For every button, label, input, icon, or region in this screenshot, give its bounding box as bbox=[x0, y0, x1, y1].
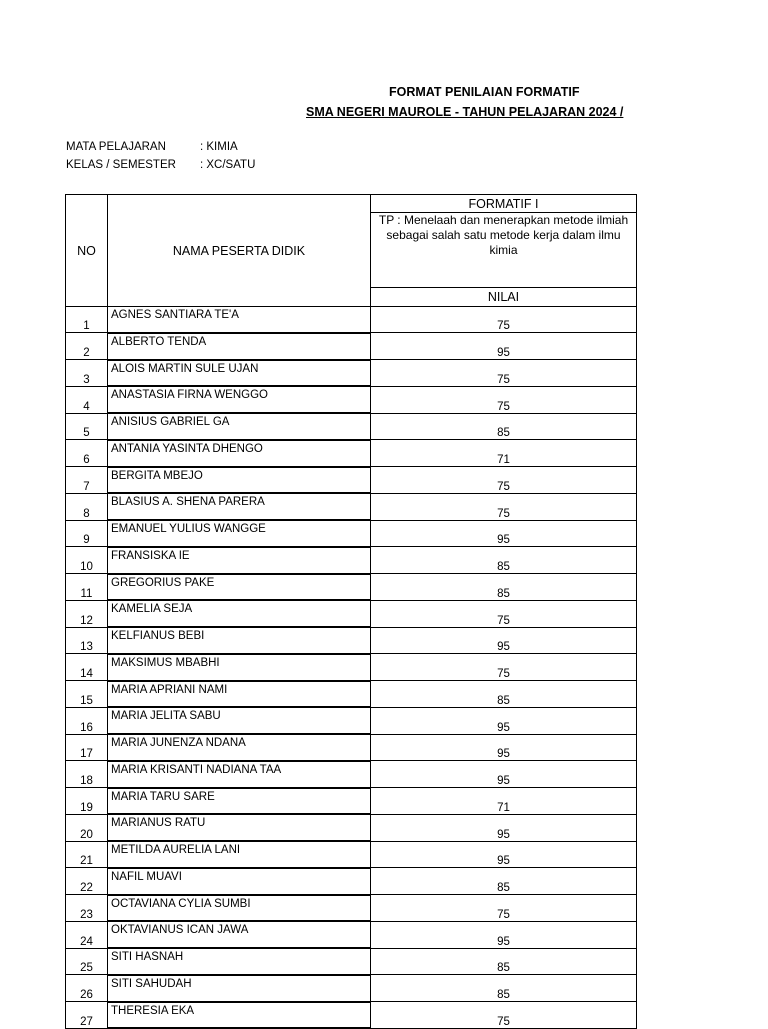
table-row bbox=[66, 734, 637, 761]
row-nama: OCTAVIANA CYLIA SUMBI bbox=[108, 895, 371, 922]
row-nama: MARIA TARU SARE bbox=[108, 788, 371, 815]
row-nilai: 75 bbox=[371, 386, 637, 413]
table-row bbox=[66, 333, 637, 360]
document-subtitle: SMA NEGERI MAUROLE - TAHUN PELAJARAN 2024 / bbox=[306, 105, 624, 119]
table-row bbox=[66, 868, 637, 895]
row-nama: ALOIS MARTIN SULE UJAN bbox=[108, 360, 371, 387]
row-nilai: 85 bbox=[371, 413, 637, 440]
table-row bbox=[66, 948, 637, 975]
row-no: 26 bbox=[66, 975, 108, 1002]
table-row bbox=[66, 493, 637, 520]
table-row bbox=[66, 761, 637, 788]
document-subtitle-wrap bbox=[306, 103, 636, 121]
row-nilai: 95 bbox=[371, 734, 637, 761]
row-nama: MARIANUS RATU bbox=[108, 814, 371, 841]
table-row bbox=[66, 654, 637, 681]
row-nilai: 75 bbox=[371, 1002, 637, 1029]
row-nama: ANTANIA YASINTA DHENGO bbox=[108, 440, 371, 467]
row-no: 8 bbox=[66, 493, 108, 520]
table-row bbox=[66, 413, 637, 440]
row-nama: BERGITA MBEJO bbox=[108, 467, 371, 494]
row-no: 17 bbox=[66, 734, 108, 761]
row-nama: METILDA AURELIA LANI bbox=[108, 841, 371, 868]
table-row bbox=[66, 574, 637, 601]
row-nama: ANASTASIA FIRNA WENGGO bbox=[108, 386, 371, 413]
row-nama: THERESIA EKA bbox=[108, 1002, 371, 1029]
row-nama: FRANSISKA IE bbox=[108, 547, 371, 574]
row-nilai: 75 bbox=[371, 360, 637, 387]
row-nama: AGNES SANTIARA TE'A bbox=[108, 307, 371, 333]
table-row bbox=[66, 307, 637, 333]
header-nama: NAMA PESERTA DIDIK bbox=[108, 195, 371, 307]
row-no: 21 bbox=[66, 841, 108, 868]
row-nama: SITI SAHUDAH bbox=[108, 975, 371, 1002]
row-no: 19 bbox=[66, 788, 108, 815]
row-no: 7 bbox=[66, 467, 108, 494]
row-nilai: 95 bbox=[371, 707, 637, 734]
row-nama: MARIA APRIANI NAMI bbox=[108, 681, 371, 708]
row-nilai: 95 bbox=[371, 333, 637, 360]
row-nilai: 95 bbox=[371, 841, 637, 868]
row-nilai: 71 bbox=[371, 440, 637, 467]
table-row bbox=[66, 681, 637, 708]
row-no: 27 bbox=[66, 1002, 108, 1029]
row-nama: KAMELIA SEJA bbox=[108, 600, 371, 627]
grade-table bbox=[65, 194, 637, 1029]
header-nilai: NILAI bbox=[371, 288, 637, 307]
row-no: 15 bbox=[66, 681, 108, 708]
table-row bbox=[66, 707, 637, 734]
row-no: 22 bbox=[66, 868, 108, 895]
row-no: 3 bbox=[66, 360, 108, 387]
row-nama: KELFIANUS BEBI bbox=[108, 627, 371, 654]
row-nama: ALBERTO TENDA bbox=[108, 333, 371, 360]
row-nilai: 85 bbox=[371, 868, 637, 895]
table-row bbox=[66, 841, 637, 868]
table-row bbox=[66, 467, 637, 494]
row-no: 14 bbox=[66, 654, 108, 681]
row-no: 24 bbox=[66, 921, 108, 948]
row-nilai: 85 bbox=[371, 547, 637, 574]
row-no: 4 bbox=[66, 386, 108, 413]
table-row bbox=[66, 360, 637, 387]
row-nilai: 85 bbox=[371, 975, 637, 1002]
row-no: 5 bbox=[66, 413, 108, 440]
table-row bbox=[66, 386, 637, 413]
table-row bbox=[66, 921, 637, 948]
row-nama: MARIA KRISANTI NADIANA TAA bbox=[108, 761, 371, 788]
row-nilai: 95 bbox=[371, 627, 637, 654]
row-no: 1 bbox=[66, 307, 108, 333]
table-row bbox=[66, 895, 637, 922]
row-nilai: 75 bbox=[371, 467, 637, 494]
row-no: 25 bbox=[66, 948, 108, 975]
table-row bbox=[66, 440, 637, 467]
header-formatif: FORMATIF I bbox=[371, 195, 637, 213]
table-row bbox=[66, 547, 637, 574]
row-nilai: 75 bbox=[371, 654, 637, 681]
row-no: 11 bbox=[66, 574, 108, 601]
row-nilai: 75 bbox=[371, 600, 637, 627]
row-nilai: 75 bbox=[371, 493, 637, 520]
row-no: 10 bbox=[66, 547, 108, 574]
row-nama: MARIA JUNENZA NDANA bbox=[108, 734, 371, 761]
row-nilai: 75 bbox=[371, 307, 637, 333]
table-row bbox=[66, 1002, 637, 1029]
table-row bbox=[66, 600, 637, 627]
row-nilai: 85 bbox=[371, 574, 637, 601]
row-no: 20 bbox=[66, 814, 108, 841]
table-row bbox=[66, 788, 637, 815]
document-title: FORMAT PENILAIAN FORMATIF bbox=[389, 85, 580, 99]
row-nilai: 85 bbox=[371, 948, 637, 975]
subject-value: : KIMIA bbox=[200, 141, 238, 153]
header-no: NO bbox=[66, 195, 108, 307]
row-nilai: 75 bbox=[371, 895, 637, 922]
row-nilai: 85 bbox=[371, 681, 637, 708]
class-value: : XC/SATU bbox=[200, 159, 256, 171]
subject-label: MATA PELAJARAN bbox=[66, 141, 166, 153]
table-row bbox=[66, 975, 637, 1002]
row-nama: SITI HASNAH bbox=[108, 948, 371, 975]
student-rows bbox=[66, 307, 637, 1029]
row-no: 12 bbox=[66, 600, 108, 627]
header-tp: TP : Menelaah dan menerapkan metode ilmiah sebagai salah satu metode kerja dalam ilmu kimia bbox=[371, 213, 637, 288]
row-nilai: 95 bbox=[371, 921, 637, 948]
row-nama: NAFIL MUAVI bbox=[108, 868, 371, 895]
row-nama: MARIA JELITA SABU bbox=[108, 707, 371, 734]
row-nama: ANISIUS GABRIEL GA bbox=[108, 413, 371, 440]
row-nama: MAKSIMUS MBABHI bbox=[108, 654, 371, 681]
table-row bbox=[66, 520, 637, 547]
row-no: 18 bbox=[66, 761, 108, 788]
row-nilai: 95 bbox=[371, 761, 637, 788]
table-row bbox=[66, 814, 637, 841]
row-nama: BLASIUS A. SHENA PARERA bbox=[108, 493, 371, 520]
table-row bbox=[66, 627, 637, 654]
row-no: 13 bbox=[66, 627, 108, 654]
row-nilai: 71 bbox=[371, 788, 637, 815]
row-no: 23 bbox=[66, 895, 108, 922]
row-nama: OKTAVIANUS ICAN JAWA bbox=[108, 921, 371, 948]
row-no: 2 bbox=[66, 333, 108, 360]
row-nama: GREGORIUS PAKE bbox=[108, 574, 371, 601]
row-nama: EMANUEL YULIUS WANGGE bbox=[108, 520, 371, 547]
row-nilai: 95 bbox=[371, 520, 637, 547]
class-label: KELAS / SEMESTER bbox=[66, 159, 176, 171]
row-no: 6 bbox=[66, 440, 108, 467]
row-nilai: 95 bbox=[371, 814, 637, 841]
row-no: 9 bbox=[66, 520, 108, 547]
row-no: 16 bbox=[66, 707, 108, 734]
